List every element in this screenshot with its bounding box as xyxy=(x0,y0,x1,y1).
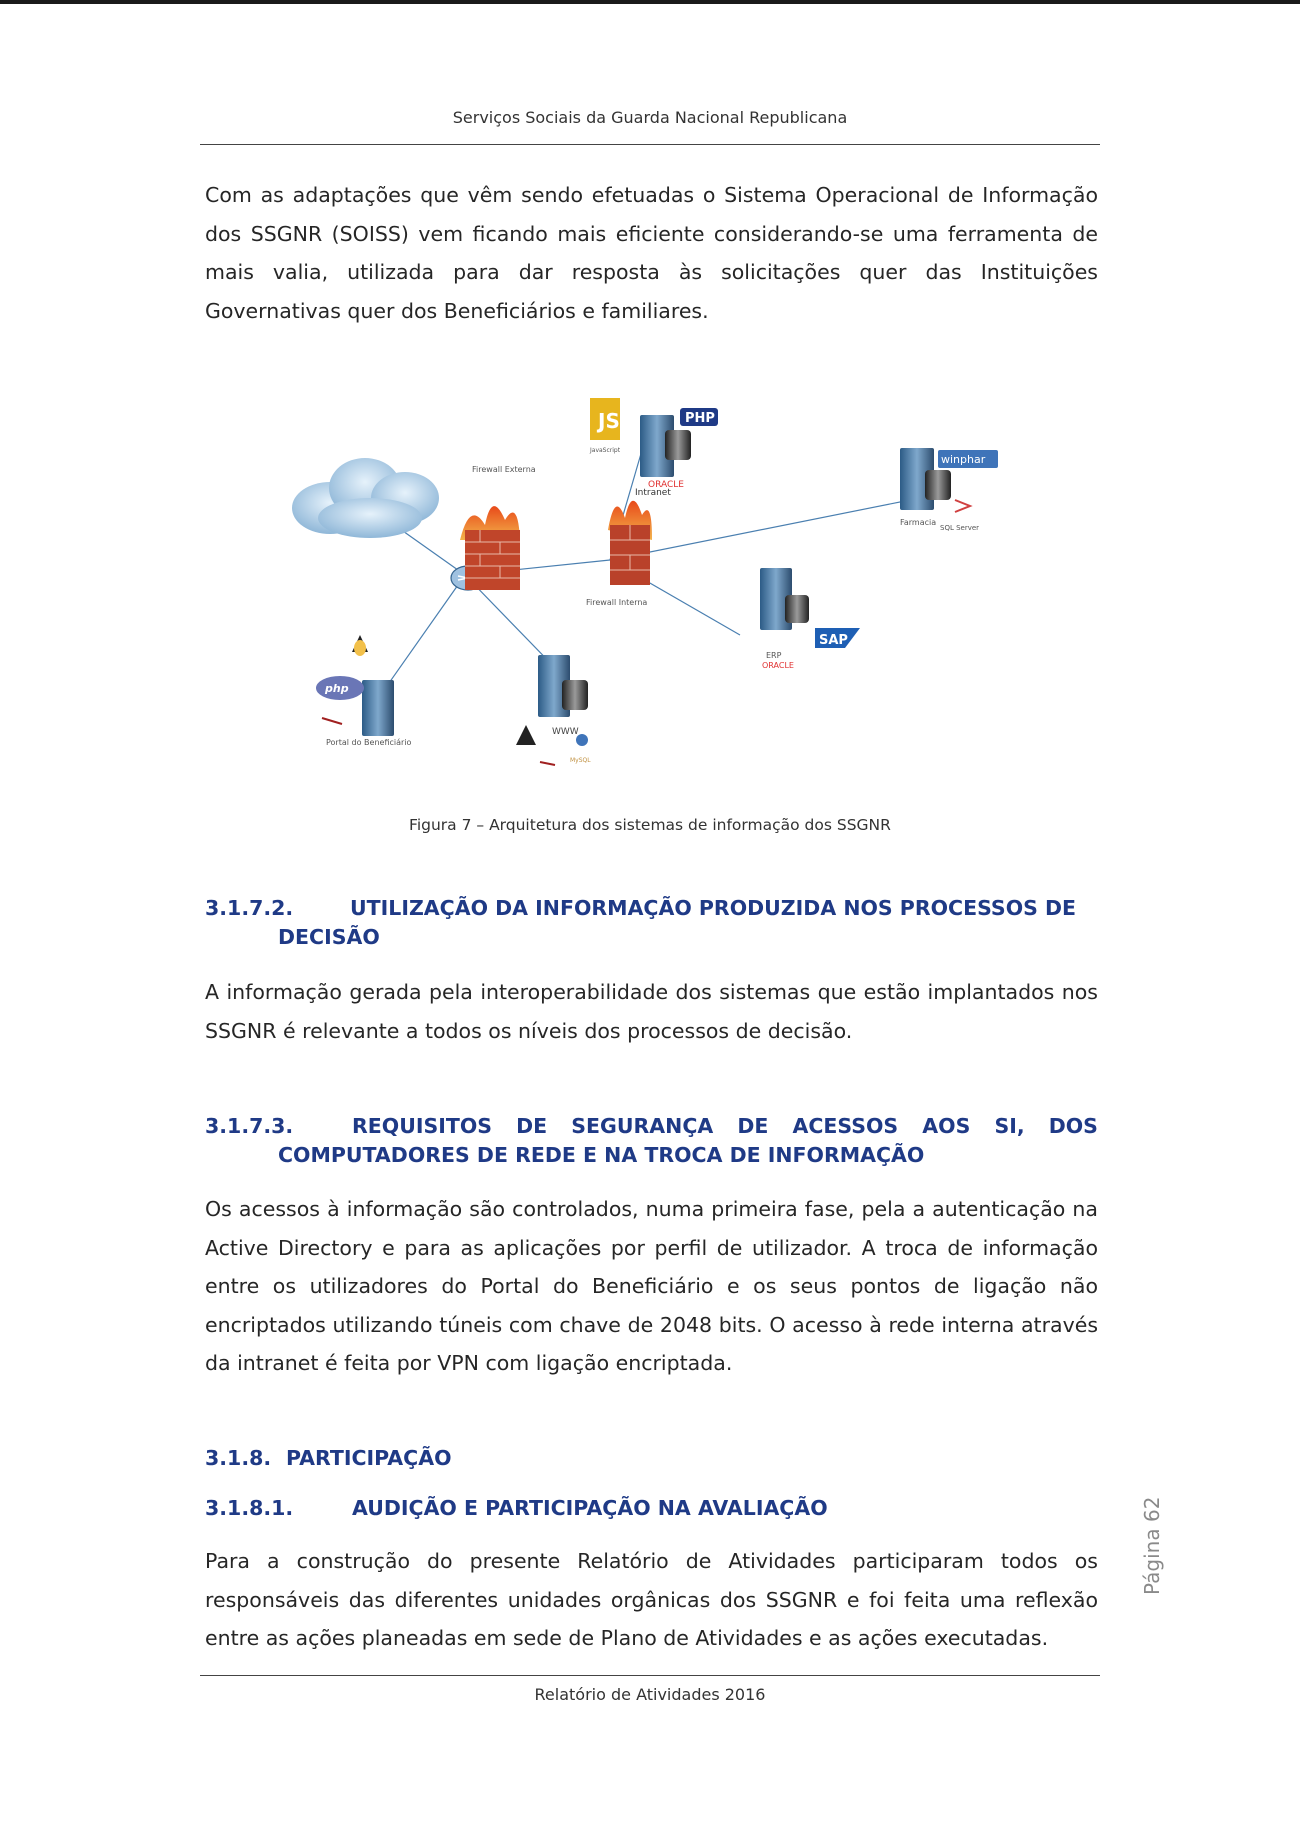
internet-cloud-icon xyxy=(292,458,439,538)
intranet-oracle-label: ORACLE xyxy=(648,480,684,490)
heading-word: SI, xyxy=(994,1114,1025,1138)
firewall-external-label: Firewall Externa xyxy=(472,465,536,474)
firewall-internal-icon xyxy=(608,501,652,585)
section-3172-body: A informação gerada pela interoperabilidade dos sistemas que estão implantados nos SSGNR é relevante a todos os níveis dos processos de decisão. xyxy=(205,980,1098,1043)
section-3172-title-line1: UTILIZAÇÃO DA INFORMAÇÃO PRODUZIDA NOS PROCESSOS DE xyxy=(350,896,1077,920)
js-logo-text: JS xyxy=(598,409,620,433)
erp-oracle-label: ORACLE xyxy=(762,661,794,670)
section-3173-title-line1 xyxy=(352,1114,1098,1138)
php-logo-text: php xyxy=(325,682,349,695)
section-3181-number: 3.1.8.1. xyxy=(205,1496,294,1520)
firewall-internal-label: Firewall Interna xyxy=(586,598,648,607)
erp-server-icon xyxy=(760,568,860,648)
header-rule xyxy=(200,144,1100,145)
footer-rule xyxy=(200,1675,1100,1676)
heading-word: REQUISITOS xyxy=(352,1114,493,1138)
page-footer: Relatório de Atividades 2016 xyxy=(534,1685,766,1704)
heading-word: SEGURANÇA xyxy=(571,1114,714,1138)
section-3181-title: AUDIÇÃO E PARTICIPAÇÃO NA AVALIAÇÃO xyxy=(352,1496,828,1520)
heading-word: ACESSOS xyxy=(792,1114,899,1138)
javascript-label: JavaScript xyxy=(590,447,621,454)
portal-server-icon xyxy=(316,635,394,736)
www-server-icon xyxy=(516,655,588,765)
architecture-diagram xyxy=(280,390,1020,780)
firewall-external-icon xyxy=(460,506,520,590)
section-3173-title-line2: COMPUTADORES DE REDE E NA TROCA DE INFORMAÇÃO xyxy=(278,1143,925,1167)
sap-logo-text: SAP xyxy=(819,633,848,648)
portal-label: Portal do Beneficiário xyxy=(326,738,412,747)
heading-word: DOS xyxy=(1048,1114,1098,1138)
erp-label: ERP xyxy=(766,651,782,660)
section-3181-body: Para a construção do presente Relatório de Atividades participaram todos os responsáveis das diferentes unidades orgânicas dos SSGNR e foi feita uma reflexão entre as ações planeadas em sede de Plano de Atividades e as ações executadas. xyxy=(205,1549,1098,1650)
intranet-server-icon xyxy=(590,398,718,477)
section-3172-title-line2: DECISÃO xyxy=(278,925,380,949)
section-318-number: 3.1.8. xyxy=(205,1446,272,1470)
heading-word: AOS xyxy=(922,1114,971,1138)
heading-word: DE xyxy=(516,1114,548,1138)
sql-server-label: SQL Server xyxy=(940,524,980,532)
intranet-label: Intranet xyxy=(635,488,671,498)
page-number-value: 62 xyxy=(1140,1496,1164,1523)
section-3173-body: Os acessos à informação são controlados, numa primeira fase, pela a autenticação na Active Directory e para as aplicações por perfil de utilizador. A troca de informação entre os utilizadores do Portal do Beneficiário e os seus pontos de ligação não encriptados utilizando túneis com chave de 2048 bits. O acesso à rede interna através da intranet é feita por VPN com ligação encriptada. xyxy=(205,1197,1098,1375)
heading-word: DE xyxy=(737,1114,769,1138)
section-318-title: PARTICIPAÇÃO xyxy=(286,1446,452,1470)
php-badge-text: PHP xyxy=(685,411,715,426)
intro-paragraph: Com as adaptações que vêm sendo efetuadas o Sistema Operacional de Informação dos SSGNR (SOISS) vem ficando mais eficiente considerando-se uma ferramenta de mais valia, utilizada para dar resposta às solicitações quer das Instituições Governativas quer dos Beneficiários e familiares. xyxy=(205,183,1098,323)
mysql-label: MySQL xyxy=(570,757,591,764)
page-number xyxy=(1140,1496,1170,1595)
farmacia-label: Farmacia xyxy=(900,518,937,527)
www-label: WWW xyxy=(552,727,579,737)
winphar-label: winphar xyxy=(941,453,986,466)
top-border xyxy=(0,0,1300,4)
section-3173-number: 3.1.7.3. xyxy=(205,1114,294,1138)
page-number-label: Página xyxy=(1140,1528,1164,1595)
figure-caption: Figura 7 – Arquitetura dos sistemas de informação dos SSGNR xyxy=(409,816,891,834)
section-3172-number: 3.1.7.2. xyxy=(205,896,294,920)
page-header: Serviços Sociais da Guarda Nacional Republicana xyxy=(452,108,848,127)
